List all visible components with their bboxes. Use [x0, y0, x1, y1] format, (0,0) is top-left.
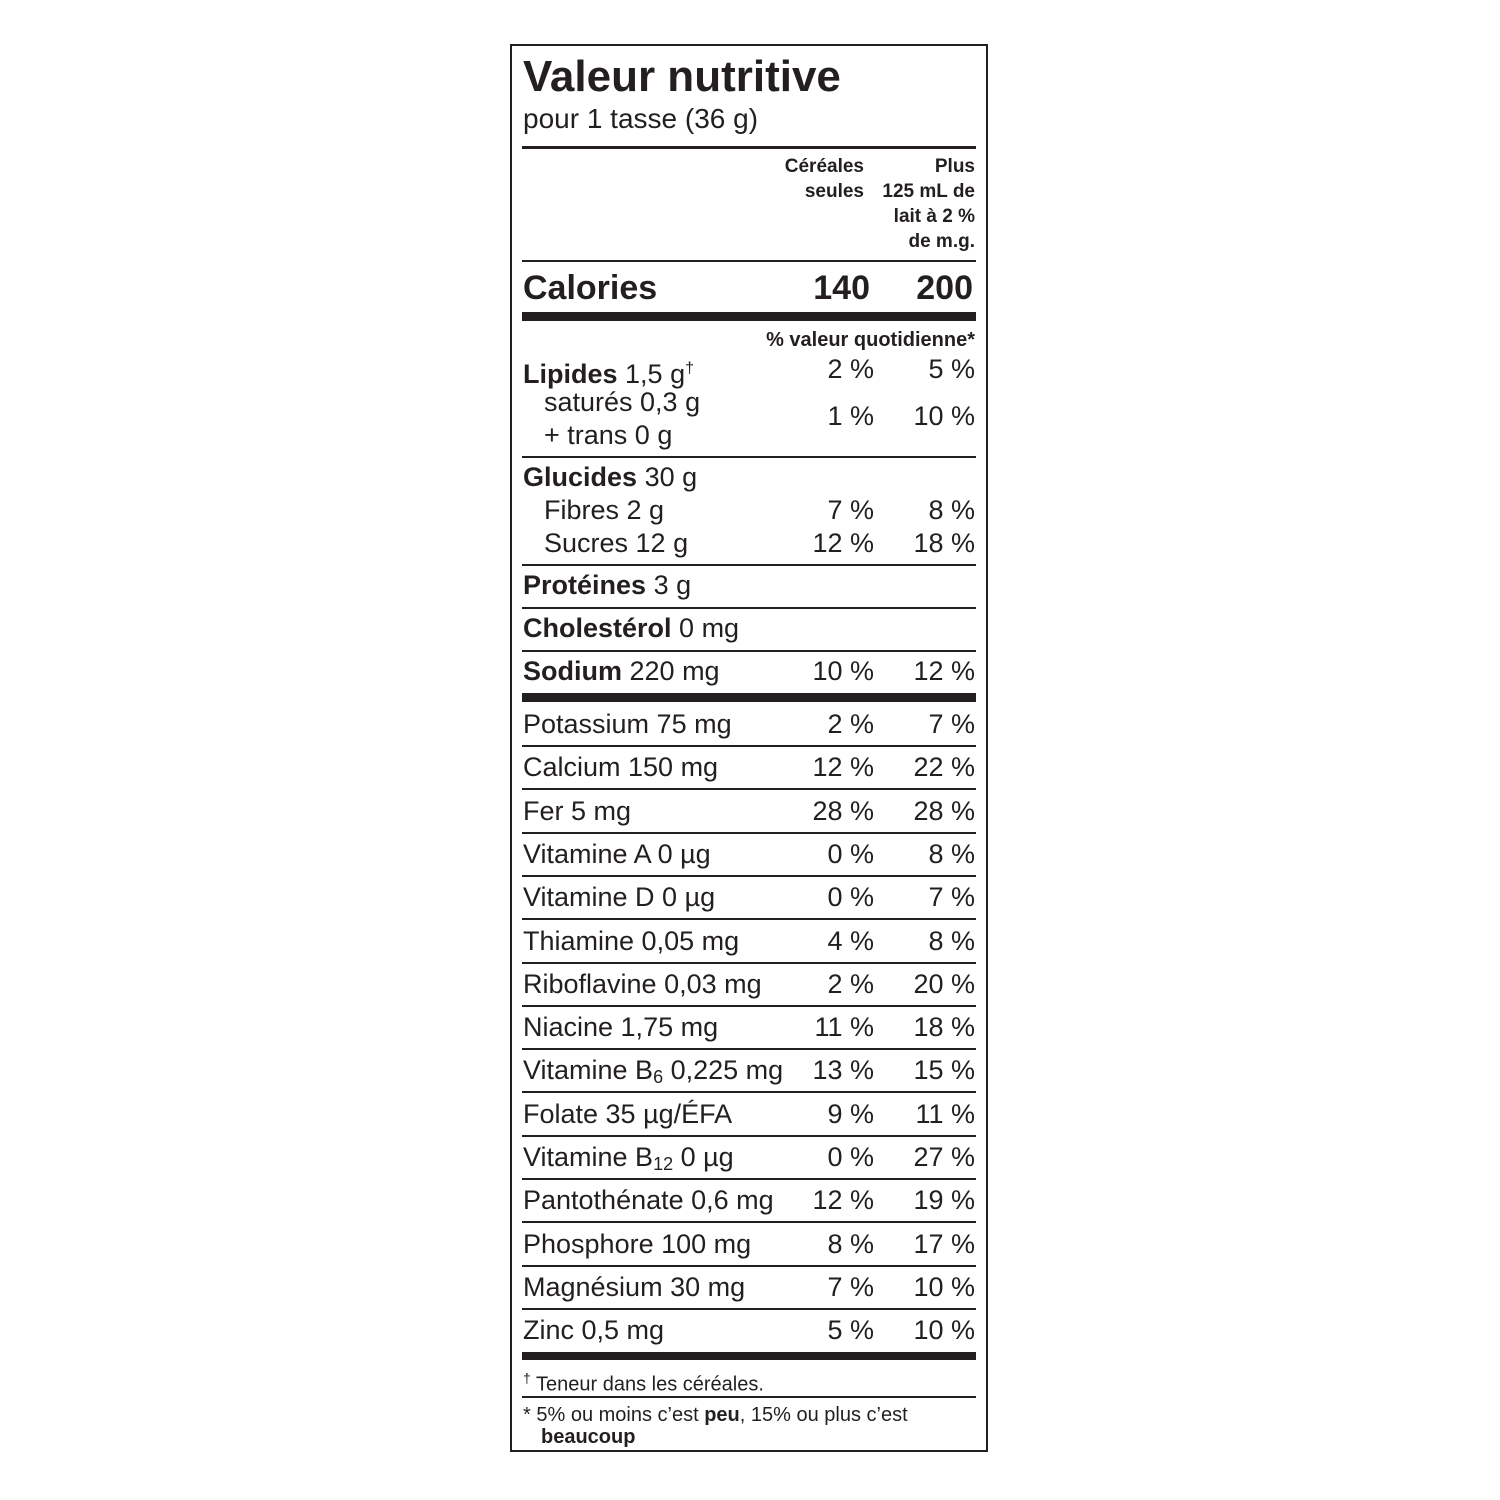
nutrient-glucides: Glucides 30 g	[523, 462, 698, 492]
pct-cereal: 12 %	[812, 752, 874, 783]
micronutrient-name: Niacine 1,75 mg	[523, 1012, 719, 1043]
micronutrient-name: Pantothénate 0,6 mg	[523, 1185, 774, 1216]
pct-milk: 18 %	[913, 528, 975, 558]
pct-cereal: 7 %	[827, 495, 874, 525]
daily-value-heading: % valeur quotidienne*	[766, 329, 975, 351]
nutrient-sucres: Sucres 12 g	[544, 528, 689, 558]
divider	[522, 607, 976, 609]
divider	[522, 1091, 976, 1093]
divider	[522, 260, 976, 262]
micronutrient-name: Vitamine $B_{12}$ 0 µg	[523, 1142, 734, 1174]
micronutrient-name: Vitamine D 0 µg	[523, 882, 716, 913]
divider	[522, 1396, 976, 1398]
nutrient-sodium: Sodium 220 mg	[523, 656, 720, 686]
pct-cereal: 2 %	[827, 709, 874, 739]
pct-milk: 7 %	[928, 709, 975, 739]
pct-milk: 28 %	[913, 795, 975, 826]
pct-cereal: 28 %	[812, 795, 874, 826]
micronutrient-name: Riboflavine 0,03 mg	[523, 968, 762, 999]
divider	[522, 1221, 976, 1223]
divider	[522, 456, 976, 458]
nutrient-satures: saturés 0,3 g	[544, 387, 701, 417]
micronutrient-name: Potassium 75 mg	[523, 709, 732, 739]
nutrition-facts-label	[510, 44, 988, 1452]
column-heading-cereal: Céréales seules	[784, 156, 864, 202]
micronutrient-name: Vitamine A 0 µg	[523, 838, 711, 869]
pct-cereal: 9 %	[827, 1098, 874, 1129]
divider	[522, 1265, 976, 1267]
pct-milk: 10 %	[913, 401, 975, 431]
pct-milk: 8 %	[928, 838, 975, 869]
pct-milk: 27 %	[913, 1142, 975, 1172]
divider	[522, 745, 976, 747]
divider	[522, 832, 976, 834]
nutrient-cholesterol: Cholestérol 0 mg	[523, 613, 740, 643]
pct-cereal: 4 %	[827, 925, 874, 956]
micronutrient-name: Magnésium 30 mg	[523, 1271, 746, 1302]
pct-cereal: 0 %	[827, 838, 874, 869]
nutrient-lipides: Lipides 1,5 g†	[523, 359, 694, 389]
micronutrient-name: Folate 35 µg/ÉFA	[523, 1098, 733, 1129]
thick-rule	[522, 1352, 976, 1360]
calories-value-cereal: 140	[813, 269, 870, 307]
label-title: Valeur nutritive	[523, 52, 841, 101]
nutrient-trans: + trans 0 g	[544, 420, 673, 450]
pct-cereal: 10 %	[812, 656, 874, 686]
serving-size: pour 1 tasse (36 g)	[523, 103, 759, 134]
pct-milk: 12 %	[913, 656, 975, 686]
micronutrient-name: Vitamine $B_6$ 0,225 mg	[523, 1055, 784, 1088]
pct-milk: 10 %	[913, 1315, 975, 1346]
divider	[522, 564, 976, 566]
pct-milk: 8 %	[928, 925, 975, 956]
pct-cereal: 12 %	[812, 1185, 874, 1216]
pct-milk: 7 %	[928, 882, 975, 913]
micronutrient-name: Fer 5 mg	[523, 795, 632, 826]
pct-cereal: 12 %	[812, 528, 874, 558]
pct-milk: 19 %	[913, 1185, 975, 1216]
pct-cereal: 5 %	[827, 1315, 874, 1346]
pct-milk: 18 %	[913, 1012, 975, 1043]
nutrient-fibres: Fibres 2 g	[544, 495, 665, 525]
pct-cereal: 2 %	[827, 354, 874, 384]
pct-cereal: 0 %	[827, 1142, 874, 1172]
pct-milk: 10 %	[913, 1271, 975, 1302]
divider	[522, 650, 976, 652]
pct-milk: 15 %	[913, 1055, 975, 1086]
header-rule	[522, 146, 976, 149]
pct-cereal: 1 %	[827, 401, 874, 431]
pct-milk: 22 %	[913, 752, 975, 783]
pct-cereal: 11 %	[814, 1012, 874, 1043]
pct-cereal: 0 %	[827, 882, 874, 913]
divider	[522, 962, 976, 964]
micronutrient-name: Phosphore 100 mg	[523, 1228, 752, 1259]
micronutrient-name: Zinc 0,5 mg	[523, 1315, 665, 1346]
divider	[522, 1178, 976, 1180]
divider	[522, 1308, 976, 1310]
divider	[522, 875, 976, 877]
footnote-dagger: † Teneur dans les céréales.	[523, 1370, 764, 1396]
calories-label: Calories	[523, 269, 658, 307]
pct-cereal: 13 %	[812, 1055, 874, 1086]
divider	[522, 1135, 976, 1137]
pct-cereal: 2 %	[827, 968, 874, 999]
pct-cereal: 7 %	[827, 1271, 874, 1302]
pct-milk: 5 %	[928, 354, 975, 384]
calories-value-milk: 200	[916, 269, 973, 307]
pct-milk: 17 %	[913, 1228, 975, 1259]
footnote-star: * 5% ou moins c’est peu, 15% ou plus c’est beaucoup	[523, 1404, 908, 1448]
divider	[522, 1005, 976, 1007]
divider	[522, 788, 976, 790]
nutrient-proteines: Protéines 3 g	[523, 570, 692, 600]
thick-rule	[522, 693, 976, 702]
pct-milk: 8 %	[928, 495, 975, 525]
micronutrient-name: Thiamine 0,05 mg	[523, 925, 740, 956]
column-heading-milk: Plus 125 mL de lait à 2 % de m.g.	[882, 156, 975, 252]
pct-cereal: 8 %	[827, 1228, 874, 1259]
micronutrient-name: Calcium 150 mg	[523, 752, 719, 783]
thick-rule	[522, 312, 976, 321]
divider	[522, 1048, 976, 1050]
divider	[522, 918, 976, 920]
pct-milk: 20 %	[913, 968, 975, 999]
pct-milk: 11 %	[915, 1098, 975, 1129]
